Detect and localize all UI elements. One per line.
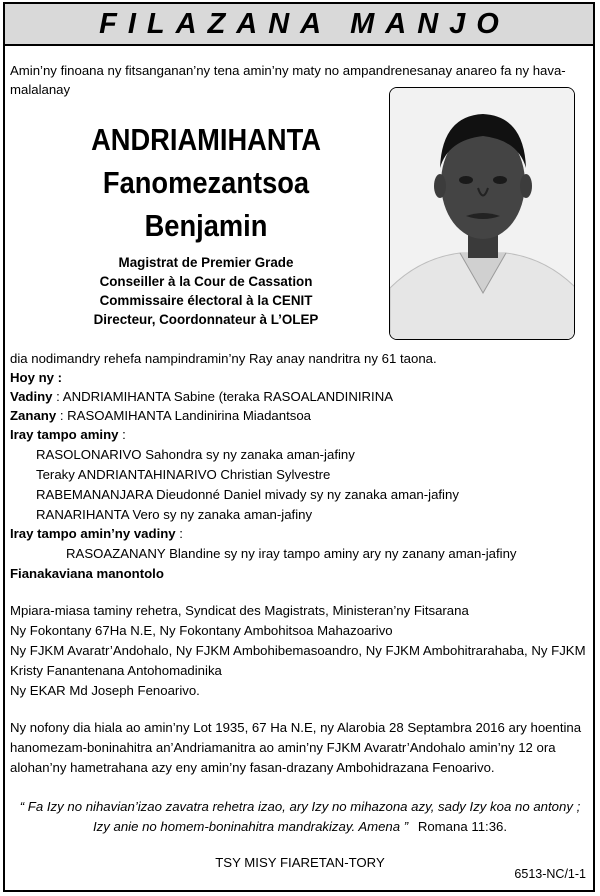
sibling-item: RABEMANANJARA Dieudonné Daniel mivady sy ny zanaka aman-jafiny <box>36 487 459 502</box>
iray-tampo-vadiny-row <box>10 524 183 543</box>
intro-text: Amin’ny finoana ny fitsanganan’ny tena amin’ny maty no ampandrenesanay anareo fa ny hava-malalanay <box>10 63 566 97</box>
notice-header <box>5 4 593 46</box>
sibling-item: RASOLONARIVO Sahondra sy ny zanaka aman-jafiny <box>36 447 355 462</box>
vadiny-value: : ANDRIAMIHANTA Sabine (teraka RASOALANDINIRINA <box>52 389 394 404</box>
associates-line: Ny Fokontany 67Ha N.E, Ny Fokontany Ambohitsoa Mahazoarivo <box>10 623 393 638</box>
iray-tampo-colon: : <box>118 427 126 442</box>
deceased-middlename: Benjamin <box>144 208 268 243</box>
deceased-title: Commissaire électoral à la CENIT <box>99 293 313 308</box>
zanany-row <box>10 406 311 425</box>
closing-note: TSY MISY FIARETAN-TORY <box>215 855 385 870</box>
zanany-label: Zanany <box>10 408 57 423</box>
deceased-title: Conseiller à la Cour de Cassation <box>99 274 313 289</box>
deceased-title: Directeur, Coordonnateur à L’OLEP <box>93 312 319 327</box>
bible-quote-text: Izy anie no homem-boninahitra mandrakizay. Amena ” <box>92 819 409 834</box>
associates-line: Ny FJKM Avaratr’Andohalo, Ny FJKM Ambohibemasoandro, Ny FJKM Ambohitrarahaba, Ny FJKM <box>10 643 586 658</box>
zanany-value: : RASOAMIHANTA Landinirina Miadantsoa <box>56 408 311 423</box>
notice-title: FILAZANA MANJO <box>99 7 510 40</box>
in-law-item: RASOAZANANY Blandine sy ny iray tampo aminy ary ny zanany aman-jafiny <box>66 546 517 561</box>
bible-quote-line-2 <box>10 817 590 836</box>
deceased-surname: ANDRIAMIHANTA <box>91 122 321 157</box>
bible-quote-line: “ Fa Izy no nihavian’izao zavatra rehetra izao, ary Izy no mihazona azy, sady Izy koa no antony ; <box>19 799 581 814</box>
funeral-line: Ny nofony dia hiala ao amin’ny Lot 1935, 67 Ha N.E, ny Alarobia 28 Septambra 2016 ary hoentina <box>10 720 582 735</box>
iray-tampo-vadiny-label: Iray tampo amin’ny vadiny <box>10 526 176 541</box>
reference-code: 6513-NC/1-1 <box>514 867 586 881</box>
funeral-line: hanomezam-boninahitra an’Andriamanitra ao amin’ny FJKM Avaratr’Andohalo amin’ny 12 ora <box>10 740 556 755</box>
funeral-line: alohan’ny hametrahana azy eny amin’ny fasan-drazany Ambohidrazana Fenoarivo. <box>10 760 495 775</box>
vadiny-label: Vadiny <box>10 389 53 404</box>
deceased-firstname: Fanomezantsoa <box>102 165 310 200</box>
sibling-item: Teraky ANDRIANTAHINARIVO Christian Sylvestre <box>36 467 331 482</box>
sibling-item: RANARIHANTA Vero sy ny zanaka aman-jafiny <box>36 507 313 522</box>
portrait-illustration <box>390 88 575 340</box>
deceased-title: Magistrat de Premier Grade <box>118 255 294 270</box>
associates-line: Ny EKAR Md Joseph Fenoarivo. <box>10 683 200 698</box>
iray-tampo-label: Iray tampo aminy <box>10 427 119 442</box>
vadiny-row <box>10 387 393 406</box>
fianakaviana-label: Fianakaviana manontolo <box>10 566 164 581</box>
hoy-ny-label: Hoy ny : <box>10 370 63 385</box>
death-line: dia nodimandry rehefa nampindramin’ny Ray anay nandritra ny 61 taona. <box>10 351 437 366</box>
iray-tampo-vadiny-colon: : <box>175 526 183 541</box>
deceased-photo <box>389 87 575 340</box>
associates-line: Mpiara-miasa taminy rehetra, Syndicat des Magistrats, Ministeran’ny Fitsarana <box>10 603 469 618</box>
bible-reference: Romana 11:36. <box>417 819 508 834</box>
associates-line: Kristy Fanantenana Antohomadinika <box>10 663 222 678</box>
iray-tampo-row <box>10 425 126 444</box>
